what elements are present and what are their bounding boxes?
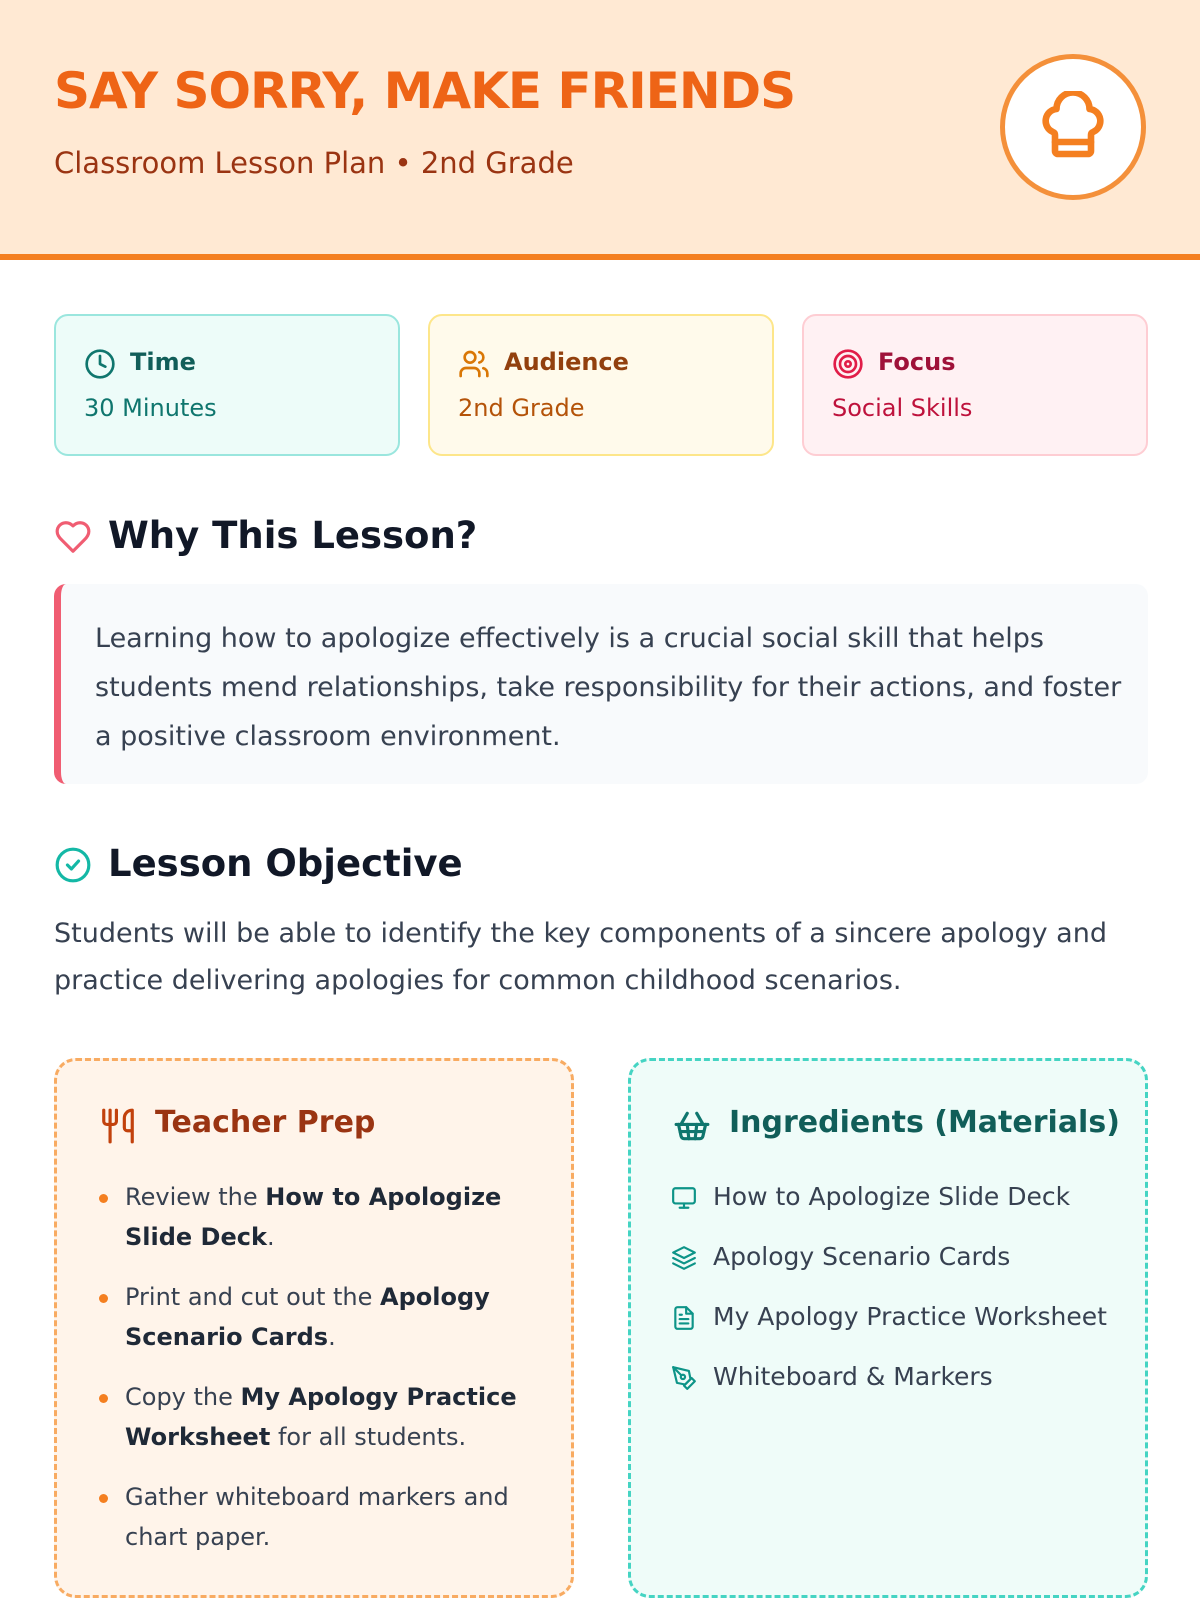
teacher-prep-panel — [54, 1058, 574, 1598]
list-item-text: Print and cut out the — [125, 1283, 381, 1311]
monitor-icon — [671, 1185, 697, 1211]
list-item-text: Apology Scenario Cards — [713, 1242, 1011, 1271]
list-item — [99, 1377, 539, 1457]
info-card-value: 30 Minutes — [84, 394, 217, 422]
list-item — [671, 1177, 1131, 1217]
list-item-text: My Apology Practice Worksheet — [713, 1302, 1107, 1331]
materials-list — [671, 1177, 1131, 1417]
list-item — [99, 1477, 539, 1557]
info-card-time — [54, 314, 400, 456]
bullet-dot — [99, 1494, 108, 1503]
list-item-text: How to Apologize Slide Deck — [713, 1182, 1071, 1211]
list-item — [99, 1177, 539, 1257]
list-item-text: Review the — [125, 1183, 266, 1211]
teacher-prep-title: Teacher Prep — [155, 1105, 376, 1140]
why-text: Learning how to apologize effectively is a crucial social skill that helps students mend relationships, take responsibility for their actions, and foster a positive classroom environment. — [95, 623, 1122, 752]
pen-tool-icon — [671, 1365, 697, 1391]
list-item — [99, 1277, 539, 1357]
why-callout — [54, 584, 1148, 784]
file-text-icon — [671, 1305, 697, 1331]
info-card-label: Audience — [504, 348, 629, 376]
materials-title: Ingredients (Materials) — [729, 1105, 1120, 1140]
layers-icon — [671, 1245, 697, 1271]
info-card-label: Focus — [878, 348, 956, 376]
list-item-bold: How to Apologize Slide Deck — [125, 1183, 502, 1251]
list-item-text: for all students. — [270, 1423, 467, 1451]
heart-icon — [54, 518, 92, 556]
check-circle-icon — [54, 846, 92, 884]
basket-icon — [673, 1107, 711, 1145]
info-card-audience — [428, 314, 774, 456]
list-item — [671, 1237, 1131, 1277]
users-icon — [458, 348, 490, 380]
bullet-dot — [99, 1294, 108, 1303]
page-subtitle: Classroom Lesson Plan • 2nd Grade — [54, 146, 574, 180]
materials-panel — [628, 1058, 1148, 1598]
section-title-objective: Lesson Objective — [108, 842, 463, 885]
list-item-text: . — [266, 1223, 275, 1251]
chef-hat-icon — [1000, 54, 1146, 200]
clock-icon — [84, 348, 116, 380]
list-item-text: Whiteboard & Markers — [713, 1362, 993, 1391]
page-title: SAY SORRY, MAKE FRIENDS — [54, 62, 796, 120]
teacher-prep-list — [99, 1177, 539, 1577]
info-card-label: Time — [130, 348, 196, 376]
list-item-bold: My Apology Practice Worksheet — [125, 1383, 517, 1451]
list-item-bold: Apology Scenario Cards — [125, 1283, 490, 1351]
section-title-why: Why This Lesson? — [108, 514, 478, 557]
info-card-focus — [802, 314, 1148, 456]
info-card-value: Social Skills — [832, 394, 973, 422]
list-item — [671, 1357, 1131, 1397]
utensils-icon — [99, 1107, 137, 1145]
list-item-text: Gather whiteboard markers and chart paper. — [125, 1483, 509, 1551]
bullet-dot — [99, 1394, 108, 1403]
info-card-value: 2nd Grade — [458, 394, 585, 422]
page-header — [0, 0, 1200, 260]
list-item-text: . — [328, 1323, 336, 1351]
list-item-text: Copy the — [125, 1383, 241, 1411]
objective-text: Students will be able to identify the key components of a sincere apology and practice delivering apologies for common childhood scenarios. — [54, 918, 1107, 996]
list-item — [671, 1297, 1131, 1337]
target-icon — [832, 348, 864, 380]
bullet-dot — [99, 1194, 108, 1203]
